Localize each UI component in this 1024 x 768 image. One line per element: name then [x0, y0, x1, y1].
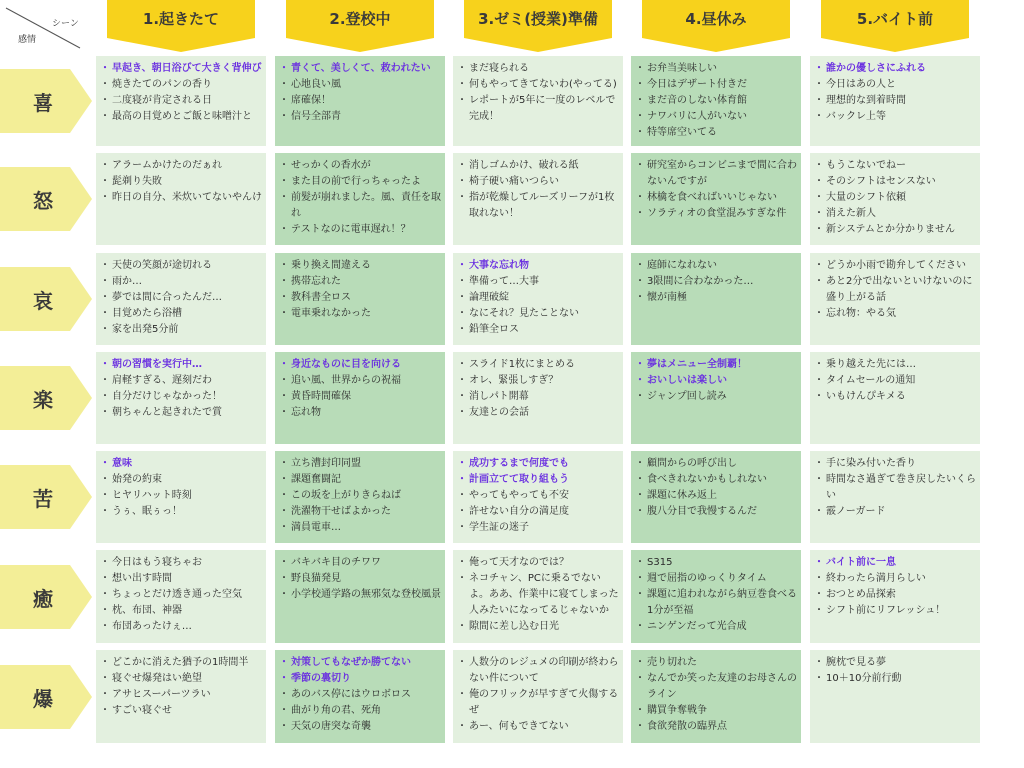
scene-header-5 — [821, 0, 969, 52]
cell-item: ・ 準備って…大事 — [459, 274, 619, 290]
cell-item-highlight: ・ 意味 — [102, 456, 262, 472]
scene-axis-label: シーン — [52, 19, 79, 29]
cell-item-list — [816, 456, 976, 520]
cell-item-highlight: ・ 青くて、美しくて、救われたい — [281, 61, 441, 77]
cell-item: ・ スライド1枚にまとめる — [459, 357, 619, 373]
cell-item: ・ シフト前にリフレッシュ！ — [816, 603, 976, 619]
scene-header-3 — [464, 0, 612, 52]
matrix-cell-r3-c1 — [96, 253, 266, 345]
cell-item-list — [816, 555, 976, 619]
cell-item: ・ 家を出発5分前 — [102, 322, 262, 338]
emotion-row-label-text: 哀 — [33, 289, 53, 313]
cell-item: ・ あと2分で出ないといけないのに盛り上がる話 — [816, 274, 976, 306]
cell-item-list — [102, 258, 262, 338]
cell-item: ・ 席確保！ — [281, 93, 441, 109]
matrix-cell-r3-c2 — [275, 253, 445, 345]
cell-item: ・ あのバス停にはウロボロス — [281, 687, 441, 703]
matrix-cell-r3-c4 — [631, 253, 801, 345]
cell-item-list — [102, 61, 262, 125]
matrix-cell-r2-c5 — [810, 153, 980, 245]
cell-item: ・ まだ寝られる — [459, 61, 619, 77]
cell-item-list — [637, 555, 797, 635]
cell-item-list — [637, 655, 797, 735]
emotion-row-label-1 — [0, 69, 96, 133]
emotion-axis-label: 感情 — [18, 35, 37, 45]
matrix-cell-r1-c5 — [810, 56, 980, 146]
cell-item: ・ 理想的な到着時間 — [816, 93, 976, 109]
cell-item: ・ ヒヤリハット時刻 — [102, 488, 262, 504]
cell-item: ・ あー、何もできてない — [459, 719, 619, 735]
cell-item-list — [459, 158, 619, 222]
matrix-cell-r7-c3 — [453, 650, 623, 743]
cell-item: ・ 黄昏時間確保 — [281, 389, 441, 405]
cell-item: ・ どうか小雨で勘弁してください — [816, 258, 976, 274]
cell-item: ・ この坂を上がりきらねば — [281, 488, 441, 504]
matrix-cell-r2-c4 — [631, 153, 801, 245]
cell-item: ・ 洗濯物干せばよかった — [281, 504, 441, 520]
cell-item: ・ 昨日の自分、米炊いてないやんけ — [102, 190, 262, 206]
cell-item-list — [637, 456, 797, 520]
emotion-row-label-text: 癒 — [33, 586, 53, 611]
cell-item: ・ 特等席空いてる — [637, 125, 797, 141]
cell-item: ・ ソラティオの食堂混みすぎな件 — [637, 206, 797, 222]
scene-header-2 — [286, 0, 434, 52]
cell-item: ・ 教科書全ロス — [281, 290, 441, 306]
cell-item-list — [459, 357, 619, 421]
cell-item: ・ やってもやっても不安 — [459, 488, 619, 504]
cell-item: ・ 自分だけじゃなかった！ — [102, 389, 262, 405]
emotion-row-label-5 — [0, 465, 96, 529]
cell-item: ・ 売り切れた — [637, 655, 797, 671]
cell-item-list — [637, 61, 797, 141]
emotion-row-label-text: 楽 — [33, 388, 53, 412]
cell-item: ・ 今日はデザート付きだ — [637, 77, 797, 93]
cell-item: ・ 目覚めたら浴槽 — [102, 306, 262, 322]
cell-item: ・ 忘れ物 — [281, 405, 441, 421]
matrix-cell-r2-c3 — [453, 153, 623, 245]
cell-item: ・ 髭剃り失敗 — [102, 174, 262, 190]
cell-item: ・ 手に染み付いた香り — [816, 456, 976, 472]
cell-item: ・ 枕、布団、神器 — [102, 603, 262, 619]
cell-item: ・ 追い風、世界からの祝福 — [281, 373, 441, 389]
cell-item-list — [459, 655, 619, 735]
cell-item: ・ どこかに消えた猶予の1時間半 — [102, 655, 262, 671]
cell-item: ・ 前髪が崩れました。風、責任を取れ — [281, 190, 441, 222]
cell-item: ・ 信号全部青 — [281, 109, 441, 125]
cell-item: ・ アラームかけたのだぁれ — [102, 158, 262, 174]
cell-item: ・ 二度寝が肯定される日 — [102, 93, 262, 109]
cell-item: ・ テストなのに電車遅れ！？ — [281, 222, 441, 238]
cell-item: ・ また目の前で行っちゃったよ — [281, 174, 441, 190]
scene-header-1 — [107, 0, 255, 52]
cell-item: ・ 俺って天才なのでは？ — [459, 555, 619, 571]
matrix-cell-r4-c2 — [275, 352, 445, 444]
cell-item: ・ もうこないでねー — [816, 158, 976, 174]
scene-header-label: 5.バイト前 — [856, 10, 934, 28]
cell-item: ・ 雨か… — [102, 274, 262, 290]
cell-item: ・ 週で屈指のゆっくりタイム — [637, 571, 797, 587]
matrix-cell-r6-c5 — [810, 550, 980, 643]
cell-item-list — [816, 655, 976, 687]
cell-item: ・ 消しゴムかけ、破れる紙 — [459, 158, 619, 174]
scene-header-label: 1.起きたて — [142, 10, 220, 28]
cell-item: ・ 今日はあの人と — [816, 77, 976, 93]
matrix-cell-r1-c3 — [453, 56, 623, 146]
cell-item: ・ 朝ちゃんと起きれたで賞 — [102, 405, 262, 421]
matrix-cell-r4-c1 — [96, 352, 266, 444]
matrix-cell-r3-c3 — [453, 253, 623, 345]
cell-item-list — [816, 258, 976, 322]
emotion-row-label-4 — [0, 366, 96, 430]
matrix-cell-r7-c5 — [810, 650, 980, 743]
matrix-cell-r6-c2 — [275, 550, 445, 643]
cell-item: ・ ニンゲンだって光合成 — [637, 619, 797, 635]
matrix-cell-r6-c3 — [453, 550, 623, 643]
cell-item: ・ 夢では間に合ったんだ… — [102, 290, 262, 306]
cell-item: ・ 布団あったけぇ… — [102, 619, 262, 635]
cell-item-highlight: ・ 誰かの優しさにふれる — [816, 61, 976, 77]
matrix-cell-r1-c2 — [275, 56, 445, 146]
matrix-cell-r3-c5 — [810, 253, 980, 345]
cell-item-list — [102, 158, 262, 206]
cell-item-list — [102, 357, 262, 421]
cell-item-highlight: ・ 成功するまで何度でも — [459, 456, 619, 472]
cell-item: ・ 天気の唐突な奇襲 — [281, 719, 441, 735]
matrix-cell-r5-c5 — [810, 451, 980, 543]
cell-item: ・ 食べきれないかもしれない — [637, 472, 797, 488]
cell-item: ・ 3限間に合わなかった… — [637, 274, 797, 290]
cell-item-highlight: ・ 季節の裏切り — [281, 671, 441, 687]
cell-item-highlight: ・ 夢はメニュー全制覇！ — [637, 357, 797, 373]
cell-item-highlight: ・ 朝の習慣を実行中… — [102, 357, 262, 373]
matrix-cell-r7-c4 — [631, 650, 801, 743]
matrix-cell-r5-c1 — [96, 451, 266, 543]
cell-item: ・ 椅子硬い痛いつらい — [459, 174, 619, 190]
matrix-cell-r5-c4 — [631, 451, 801, 543]
cell-item: ・ お弁当美味しい — [637, 61, 797, 77]
matrix-cell-r6-c1 — [96, 550, 266, 643]
cell-item-list — [637, 357, 797, 405]
scene-header-label: 3.ゼミ(授業)準備 — [478, 10, 598, 28]
matrix-cell-r2-c2 — [275, 153, 445, 245]
cell-item: ・ ナワバリに人がいない — [637, 109, 797, 125]
cell-item: ・ 心地良い風 — [281, 77, 441, 93]
cell-item-highlight: ・ 早起き、朝日浴びて大きく背伸び — [102, 61, 262, 77]
emotion-row-label-text: 怒 — [33, 189, 53, 213]
cell-item: ・ 購買争奪戦争 — [637, 703, 797, 719]
cell-item: ・ 何もやってきてないわ(やってる) — [459, 77, 619, 93]
cell-item: ・ 課題に休み返上 — [637, 488, 797, 504]
cell-item: ・ ジャンプ回し読み — [637, 389, 797, 405]
cell-item-list — [281, 258, 441, 322]
cell-item: ・ バキバキ目のチワワ — [281, 555, 441, 571]
cell-item-list — [459, 61, 619, 125]
cell-item: ・ おつとめ品探索 — [816, 587, 976, 603]
cell-item: ・ 論理破綻 — [459, 290, 619, 306]
matrix-cell-r7-c1 — [96, 650, 266, 743]
cell-item-list — [459, 555, 619, 635]
scene-header-label: 4.昼休み — [685, 10, 747, 28]
cell-item: ・ S315 — [637, 555, 797, 571]
cell-item: ・ 最高の目覚めとご飯と味噌汁と — [102, 109, 262, 125]
cell-item: ・ 肩軽すぎる、遅刻だわ — [102, 373, 262, 389]
cell-item: ・ ネコチャン、PCに乗るでないよ。ああ、作業中に寝てしまった人みたいになってるじゃないか — [459, 571, 619, 619]
cell-item-list — [637, 258, 797, 306]
cell-item: ・ 忘れ物：やる気 — [816, 306, 976, 322]
cell-item: ・ アサヒスーパーツラい — [102, 687, 262, 703]
cell-item: ・ 腹八分目で我慢するんだ — [637, 504, 797, 520]
cell-item: ・ ちょっとだけ透き通った空気 — [102, 587, 262, 603]
cell-item: ・ 食欲発散の臨界点 — [637, 719, 797, 735]
cell-item: ・ 10＋10分前行動 — [816, 671, 976, 687]
cell-item: ・ 消しパト開幕 — [459, 389, 619, 405]
cell-item: ・ バックレ上等 — [816, 109, 976, 125]
cell-item: ・ タイムセールの通知 — [816, 373, 976, 389]
cell-item: ・ まだ音のしない体育館 — [637, 93, 797, 109]
cell-item: ・ 許せない自分の満足度 — [459, 504, 619, 520]
emotion-row-label-2 — [0, 167, 96, 231]
cell-item: ・ 林檎を食べればいいじゃない — [637, 190, 797, 206]
cell-item: ・ 課題奮闘記 — [281, 472, 441, 488]
matrix-cell-r5-c2 — [275, 451, 445, 543]
cell-item-highlight: ・ おいしいは楽しい — [637, 373, 797, 389]
cell-item-list — [816, 357, 976, 405]
corner-header — [0, 0, 86, 52]
cell-item: ・ 今日はもう寝ちゃお — [102, 555, 262, 571]
emotion-row-label-7 — [0, 665, 96, 729]
cell-item-list — [637, 158, 797, 222]
cell-item: ・ 想い出す時間 — [102, 571, 262, 587]
cell-item: ・ 研究室からコンビニまで間に合わないんですが — [637, 158, 797, 190]
cell-item-highlight: ・ 身近なものに目を向ける — [281, 357, 441, 373]
matrix-cell-r2-c1 — [96, 153, 266, 245]
cell-item: ・ 大量のシフト依頼 — [816, 190, 976, 206]
cell-item-list — [281, 555, 441, 603]
cell-item: ・ 立ち漕封印同盟 — [281, 456, 441, 472]
cell-item-list — [281, 357, 441, 421]
cell-item: ・ オレ、緊張しすぎ？ — [459, 373, 619, 389]
matrix-cell-r5-c3 — [453, 451, 623, 543]
cell-item: ・ 寝ぐせ爆発はい絶望 — [102, 671, 262, 687]
cell-item-list — [102, 555, 262, 635]
cell-item-list — [281, 655, 441, 735]
cell-item: ・ 学生証の迷子 — [459, 520, 619, 536]
cell-item: ・ 隙間に差し込む日光 — [459, 619, 619, 635]
matrix-cell-r1-c4 — [631, 56, 801, 146]
cell-item: ・ 庭師になれない — [637, 258, 797, 274]
cell-item: ・ 乗り換え間違える — [281, 258, 441, 274]
cell-item: ・ なんでか笑った友達のお母さんのライン — [637, 671, 797, 703]
scene-header-label: 2.登校中 — [329, 10, 391, 28]
cell-item-list — [816, 158, 976, 238]
emotion-row-label-text: 喜 — [33, 91, 53, 115]
cell-item: ・ 新システムとか分かりません — [816, 222, 976, 238]
cell-item: ・ 野良猫発見 — [281, 571, 441, 587]
cell-item: ・ 始発の約束 — [102, 472, 262, 488]
cell-item: ・ 携帯忘れた — [281, 274, 441, 290]
cell-item: ・ 小学校通学路の無邪気な登校風景 — [281, 587, 441, 603]
matrix-cell-r1-c1 — [96, 56, 266, 146]
cell-item: ・ 懐が南極 — [637, 290, 797, 306]
cell-item-list — [459, 456, 619, 536]
cell-item-highlight: ・ 計画立てて取り組もう — [459, 472, 619, 488]
cell-item-list — [102, 655, 262, 719]
cell-item: ・ 焼きたてのパンの香り — [102, 77, 262, 93]
matrix-cell-r4-c3 — [453, 352, 623, 444]
cell-item: ・ 電車乗れなかった — [281, 306, 441, 322]
cell-item: ・ うぅ、眠ぅっ！ — [102, 504, 262, 520]
scene-header-4 — [642, 0, 790, 52]
cell-item: ・ 曲がり角の君、死角 — [281, 703, 441, 719]
cell-item-list — [459, 258, 619, 338]
cell-item: ・ いもけんぴキメる — [816, 389, 976, 405]
cell-item-list — [816, 61, 976, 125]
cell-item: ・ なにそれ？見たことない — [459, 306, 619, 322]
cell-item-list — [281, 456, 441, 536]
cell-item: ・ 鉛筆全ロス — [459, 322, 619, 338]
cell-item: ・ 課題に追われながら納豆巻食べる1分が至福 — [637, 587, 797, 619]
cell-item: ・ 友達との会話 — [459, 405, 619, 421]
matrix-cell-r6-c4 — [631, 550, 801, 643]
cell-item: ・ 乗り越えた先には… — [816, 357, 976, 373]
emotion-row-label-3 — [0, 267, 96, 331]
cell-item: ・ せっかくの香水が — [281, 158, 441, 174]
matrix-cell-r4-c5 — [810, 352, 980, 444]
matrix-cell-r4-c4 — [631, 352, 801, 444]
cell-item-list — [281, 158, 441, 238]
cell-item: ・ 腕枕で見る夢 — [816, 655, 976, 671]
cell-item: ・ すごい寝ぐせ — [102, 703, 262, 719]
emotion-row-label-6 — [0, 565, 96, 629]
cell-item: ・ 終わったら満月らしい — [816, 571, 976, 587]
cell-item: ・ レポートが5年に一度のレベルで完成！ — [459, 93, 619, 125]
cell-item: ・ 顧問からの呼び出し — [637, 456, 797, 472]
emotion-row-label-text: 爆 — [33, 686, 53, 711]
cell-item-highlight: ・ 対策してもなぜか勝てない — [281, 655, 441, 671]
cell-item: ・ 消えた新人 — [816, 206, 976, 222]
cell-item-list — [102, 456, 262, 520]
emotion-row-label-text: 苦 — [33, 487, 53, 511]
cell-item-list — [281, 61, 441, 125]
cell-item: ・ 天使の笑顔が途切れる — [102, 258, 262, 274]
cell-item: ・ 時間なさ過ぎて巻き戻したいくらい — [816, 472, 976, 504]
cell-item: ・ 指が乾燥してルーズリーフが1枚取れない！ — [459, 190, 619, 222]
cell-item: ・ 人数分のレジュメの印刷が終わらない件について — [459, 655, 619, 687]
cell-item-highlight: ・ 大事な忘れ物 — [459, 258, 619, 274]
cell-item: ・ そのシフトはセンスない — [816, 174, 976, 190]
matrix-cell-r7-c2 — [275, 650, 445, 743]
cell-item-highlight: ・ バイト前に一息 — [816, 555, 976, 571]
cell-item: ・ 霰ノーガード — [816, 504, 976, 520]
cell-item: ・ 俺のフリックが早すぎて火傷するぜ — [459, 687, 619, 719]
cell-item: ・ 満員電車… — [281, 520, 441, 536]
